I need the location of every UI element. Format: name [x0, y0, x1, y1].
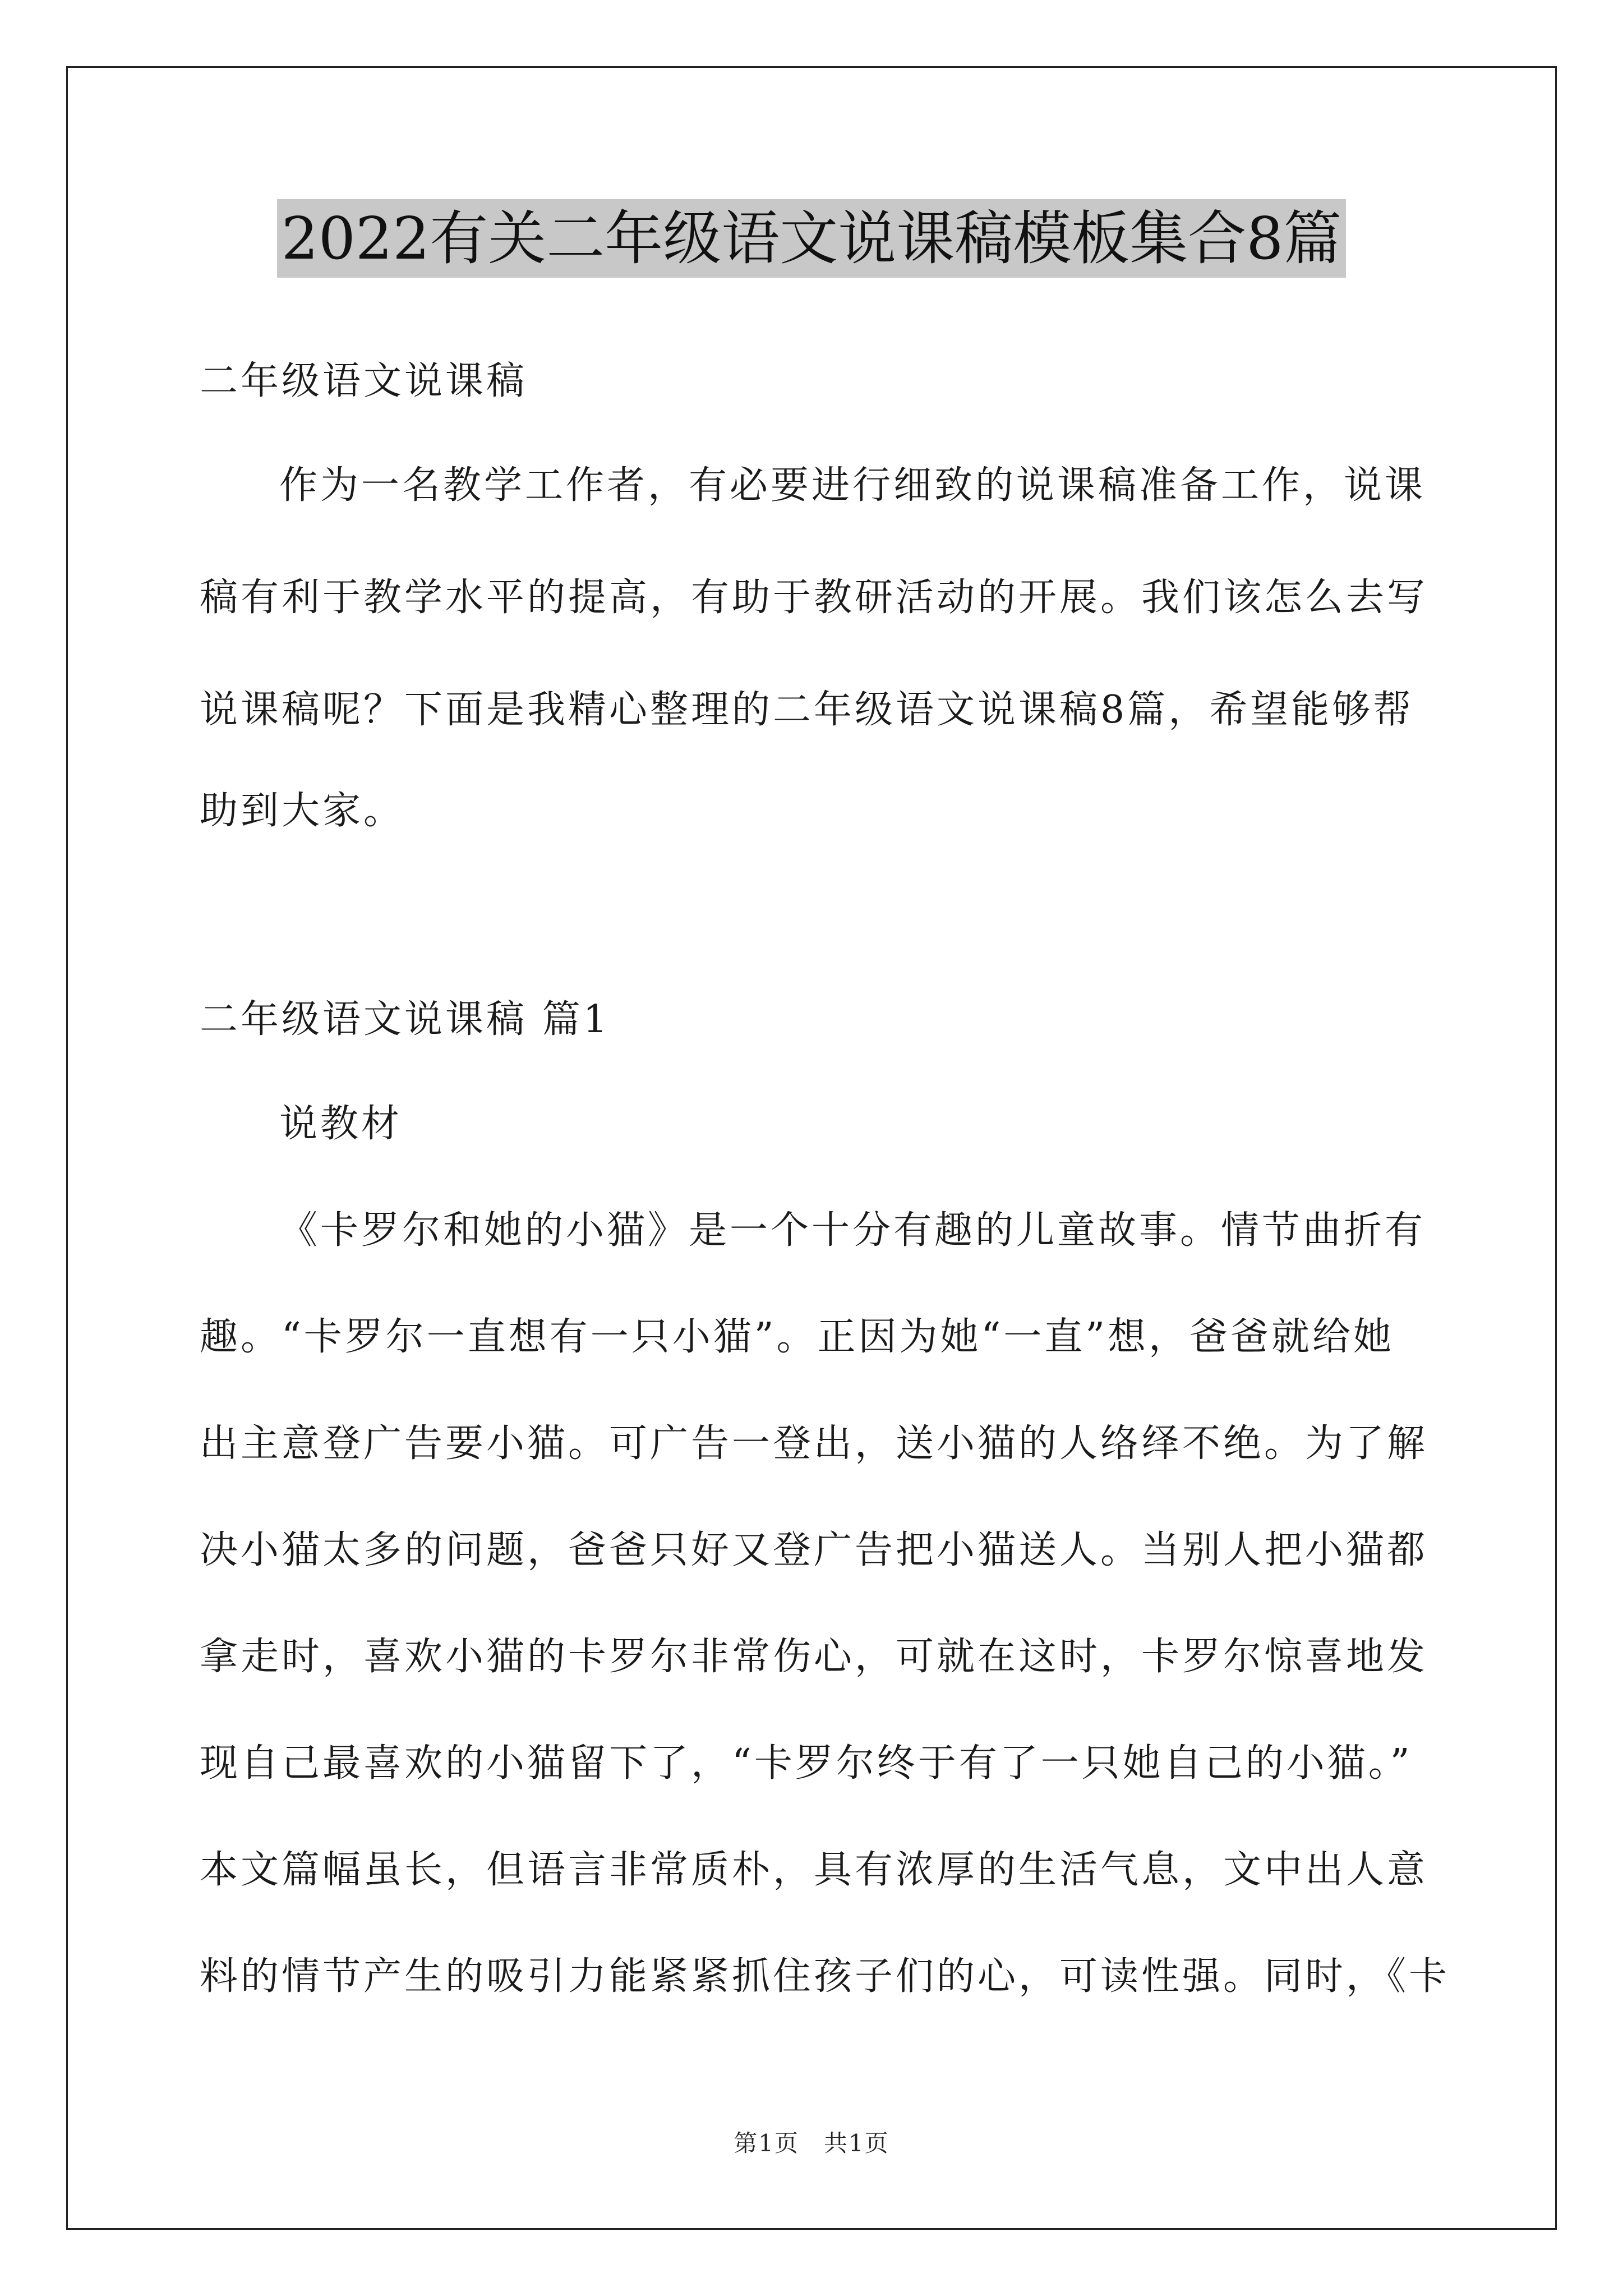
body-line: 出主意登广告要小猫。可广告一登出，送小猫的人络绎不绝。为了解 [200, 1421, 1428, 1466]
body-line: 《卡罗尔和她的小猫》是一个十分有趣的儿童故事。情节曲折有 [279, 1208, 1426, 1253]
body-line: 拿走时，喜欢小猫的卡罗尔非常伤心，可就在这时，卡罗尔惊喜地发 [200, 1635, 1428, 1679]
body-line: 本文篇幅虽长，但语言非常质朴，具有浓厚的生活气息，文中出人意 [200, 1848, 1428, 1892]
body-line: 趣。“卡罗尔一直想有一只小猫”。正因为她“一直”想，爸爸就给她 [200, 1315, 1395, 1359]
section-heading: 二年级语文说课稿 [200, 359, 528, 403]
body-line: 料的情节产生的吸引力能紧紧抓住孩子们的心，可读性强。同时，《卡 [200, 1954, 1450, 1999]
intro-line: 说课稿呢？下面是我精心整理的二年级语文说课稿8篇，希望能够帮 [200, 688, 1414, 732]
intro-line: 稿有利于教学水平的提高，有助于教研活动的开展。我们该怎么去写 [200, 576, 1428, 620]
intro-line: 作为一名教学工作者，有必要进行细致的说课稿准备工作，说课 [279, 463, 1426, 508]
body-line: 现自己最喜欢的小猫留下了，“卡罗尔终于有了一只她自己的小猫。” [200, 1741, 1413, 1786]
page-footer: 第1页 共1页 [734, 2129, 889, 2157]
document-title: 2022有关二年级语文说课稿模板集合8篇 [277, 199, 1347, 278]
subheading: 说教材 [279, 1102, 403, 1146]
chapter-heading: 二年级语文说课稿 篇1 [200, 997, 610, 1042]
title-container [0, 199, 1623, 278]
intro-line: 助到大家。 [200, 789, 405, 833]
body-line: 决小猫太多的问题，爸爸只好又登广告把小猫送人。当别人把小猫都 [200, 1528, 1428, 1572]
